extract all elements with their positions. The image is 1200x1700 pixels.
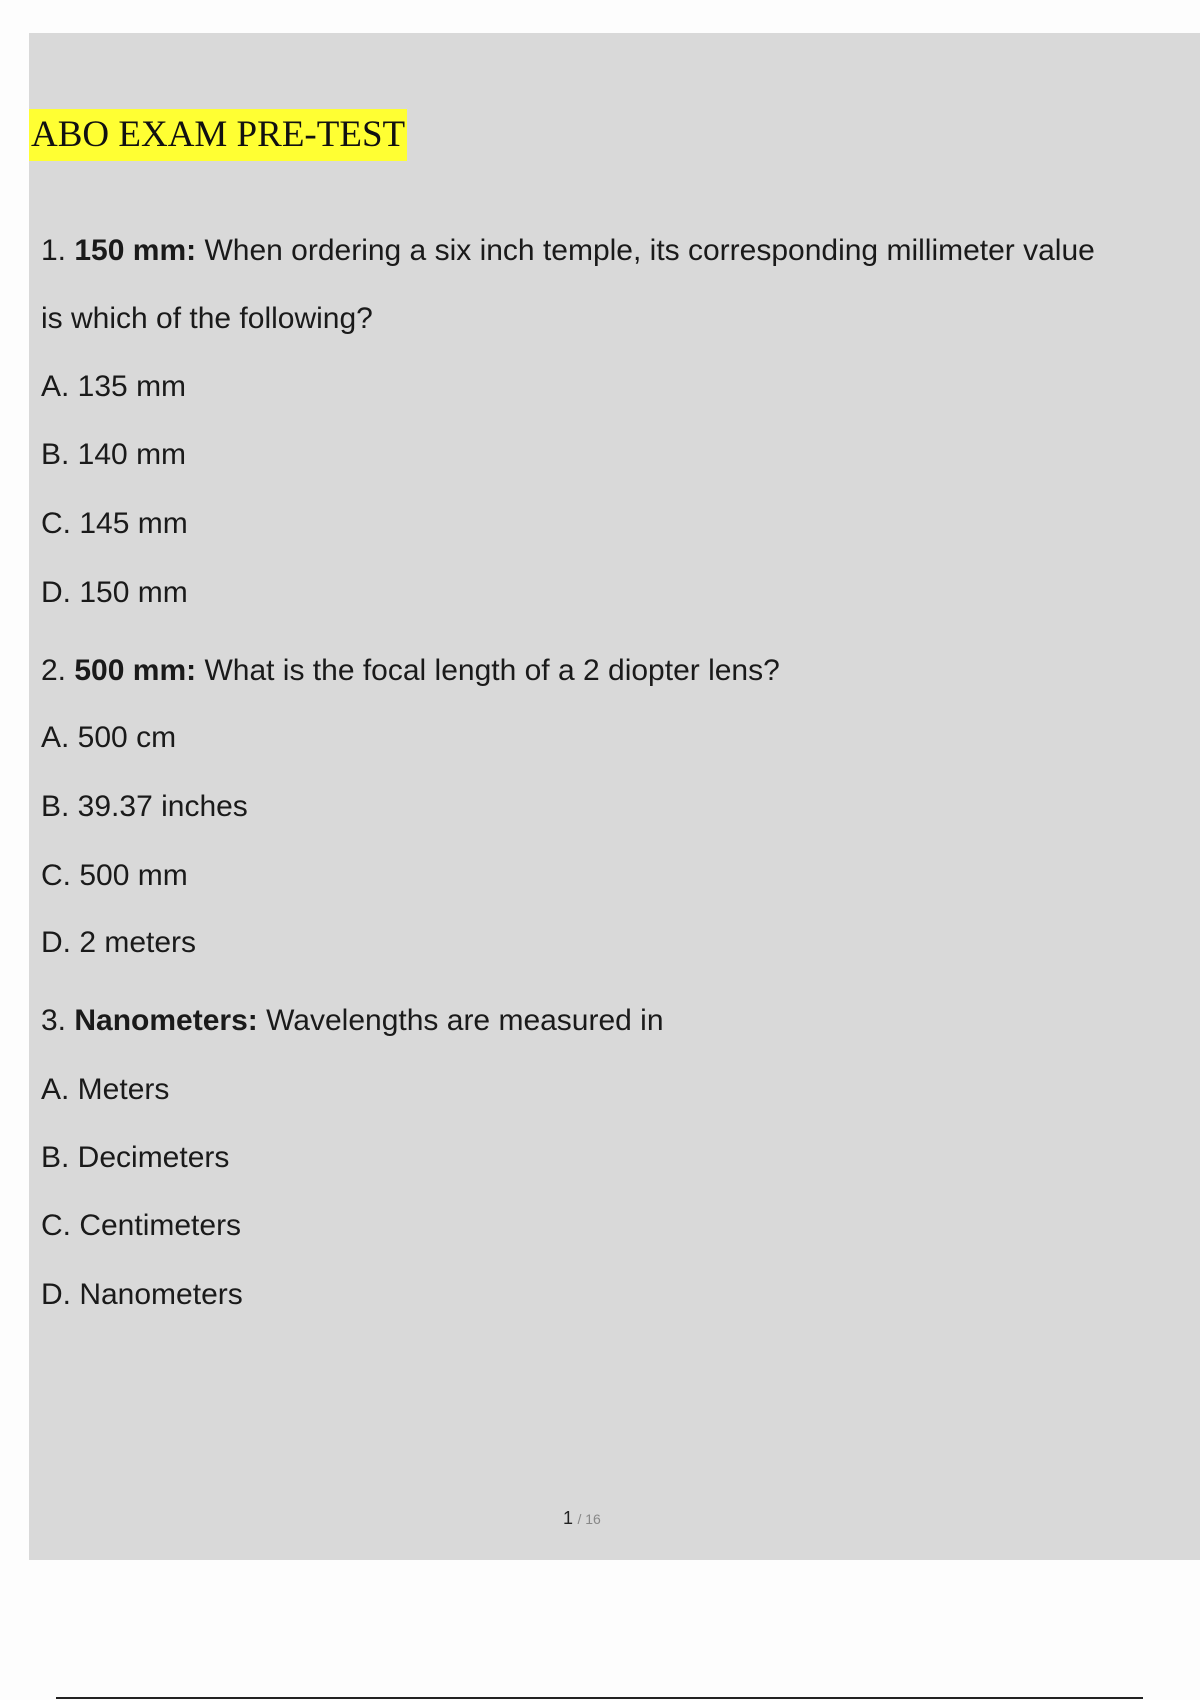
option-a: A. 500 cm (41, 721, 177, 754)
question-answer: Nanometers: (74, 1004, 258, 1037)
page-indicator (563, 1508, 601, 1529)
page-divider (56, 1697, 1143, 1699)
document-title: ABO EXAM PRE-TEST (29, 109, 407, 161)
page-total: / 16 (577, 1511, 601, 1527)
question-text: When ordering a six inch temple, its corresponding millimeter value (204, 234, 1095, 267)
question-text: What is the focal length of a 2 diopter lens? (204, 654, 780, 687)
question-text-continued: is which of the following? (41, 302, 373, 335)
question-number: 3. (41, 1004, 67, 1037)
option-b: B. 140 mm (41, 438, 187, 471)
option-a: A. Meters (41, 1073, 170, 1106)
question-1 (41, 233, 1095, 269)
question-number: 1. (41, 234, 67, 267)
document-page (29, 33, 1200, 1560)
question-text: Wavelengths are measured in (266, 1004, 664, 1037)
option-a: A. 135 mm (41, 370, 187, 403)
question-answer: 150 mm: (74, 234, 197, 267)
option-d: D. 150 mm (41, 576, 188, 609)
option-c: C. 500 mm (41, 859, 188, 892)
question-2 (41, 653, 780, 689)
option-d: D. 2 meters (41, 926, 197, 959)
question-answer: 500 mm: (74, 654, 197, 687)
option-b: B. Decimeters (41, 1141, 230, 1174)
option-d: D. Nanometers (41, 1278, 243, 1311)
question-number: 2. (41, 654, 67, 687)
question-3 (41, 1003, 664, 1039)
option-c: C. 145 mm (41, 507, 188, 540)
option-c: C. Centimeters (41, 1209, 242, 1242)
option-b: B. 39.37 inches (41, 790, 248, 823)
page-current: 1 (563, 1508, 574, 1528)
